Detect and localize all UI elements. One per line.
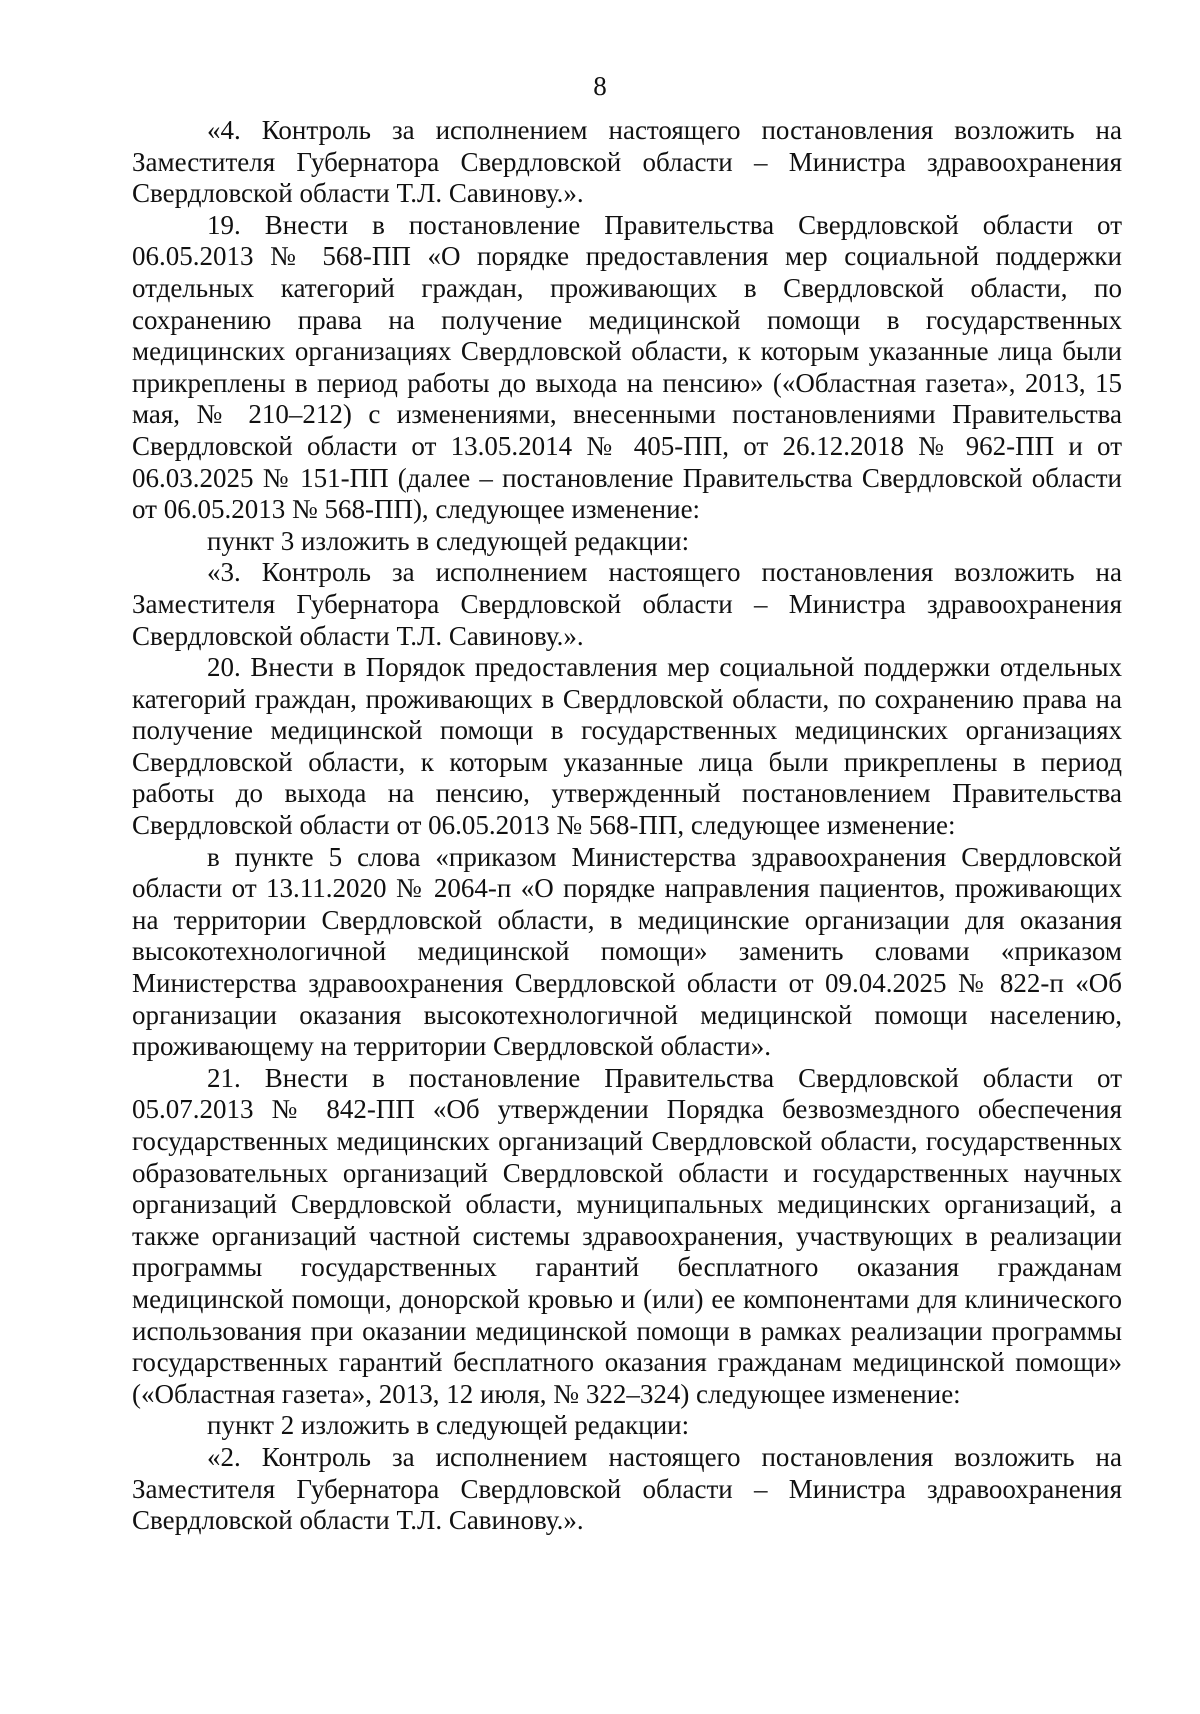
paragraph-item-21-instruction: пункт 2 изложить в следующей редакции: [207, 1410, 690, 1441]
paragraph-clause-3-quote: «3. Контроль за исполнением настоящего постановления возложить на Заместителя Губернатора Свердловской области – Министра здравоохранения Свердловской области Т.Л. Савинову.». [132, 557, 1122, 651]
paragraph-item-20: 20. Внести в Порядок предоставления мер социальной поддержки отдельных категорий граждан, проживающих в Свердловской области, по сохранению права на получение медицинской помощи в государственных медицинских организациях Свердловской области, к которым указанные лица были прикреплены в период работы до выхода на пенсию, утвержденный постановлением Правительства Свердловской области от 06.05.2013 № 568-ПП, следующее изменение: [132, 652, 1122, 841]
paragraph-item-20-change: в пункте 5 слова «приказом Министерства здравоохранения Свердловской области от 13.11.2020 № 2064-п «О порядке направления пациентов, проживающих на территории Свердловской области, в медицинские организации для оказания высокотехнологичной медицинской помощи» заменить словами «приказом Министерства здравоохранения Свердловской области от 09.04.2025 № 822-п «Об организации оказания высокотехнологичной медицинской помощи населению, проживающему на территории Свердловской области». [132, 841, 1122, 1062]
paragraph-clause-2-quote: «2. Контроль за исполнением настоящего постановления возложить на Заместителя Губернатора Свердловской области – Министра здравоохранения Свердловской области Т.Л. Савинову.». [132, 1441, 1122, 1536]
page-number: 8 [593, 71, 607, 101]
paragraph-item-19: 19. Внести в постановление Правительства Свердловской области от 06.05.2013 № 568-ПП «О порядке предоставления мер социальной поддержки отдельных категорий граждан, проживающих в Свердловской области, по сохранению права на получение медицинской помощи в государственных медицинских организациях Свердловской области, к которым указанные лица были прикреплены в период работы до выхода на пенсию» («Областная газета», 2013, 15 мая, № 210–212) с изменениями, внесенными постановлениями Правительства Свердловской области от 13.05.2014 № 405-ПП, от 26.12.2018 № 962-ПП и от 06.03.2025 № 151-ПП (далее – постановление Правительства Свердловской области от 06.05.2013 № 568-ПП), следующее изменение: [132, 209, 1122, 525]
paragraph-item-19-instruction: пункт 3 изложить в следующей редакции: [207, 525, 690, 556]
paragraph-item-21: 21. Внести в постановление Правительства Свердловской области от 05.07.2013 № 842-ПП «Об утверждении Порядка безвозмездного обеспечения государственных медицинских организаций Свердловской области, государственных образовательных организаций Свердловской области и государственных научных организаций Свердловской области, муниципальных медицинских организаций, а также организаций частной системы здравоохранения, участвующих в реализации программы государственных гарантий бесплатного оказания гражданам медицинской помощи, донорской кровью и (или) ее компонентами для клинического использования при оказании медицинской помощи в рамках реализации программы государственных гарантий бесплатного оказания гражданам медицинской помощи» («Областная газета», 2013, 12 июля, № 322–324) следующее изменение: [132, 1062, 1122, 1409]
paragraph-clause-4-quote: «4. Контроль за исполнением настоящего постановления возложить на Заместителя Губернатора Свердловской области – Министра здравоохранения Свердловской области Т.Л. Савинову.». [132, 115, 1122, 209]
document-body [132, 115, 1122, 1537]
